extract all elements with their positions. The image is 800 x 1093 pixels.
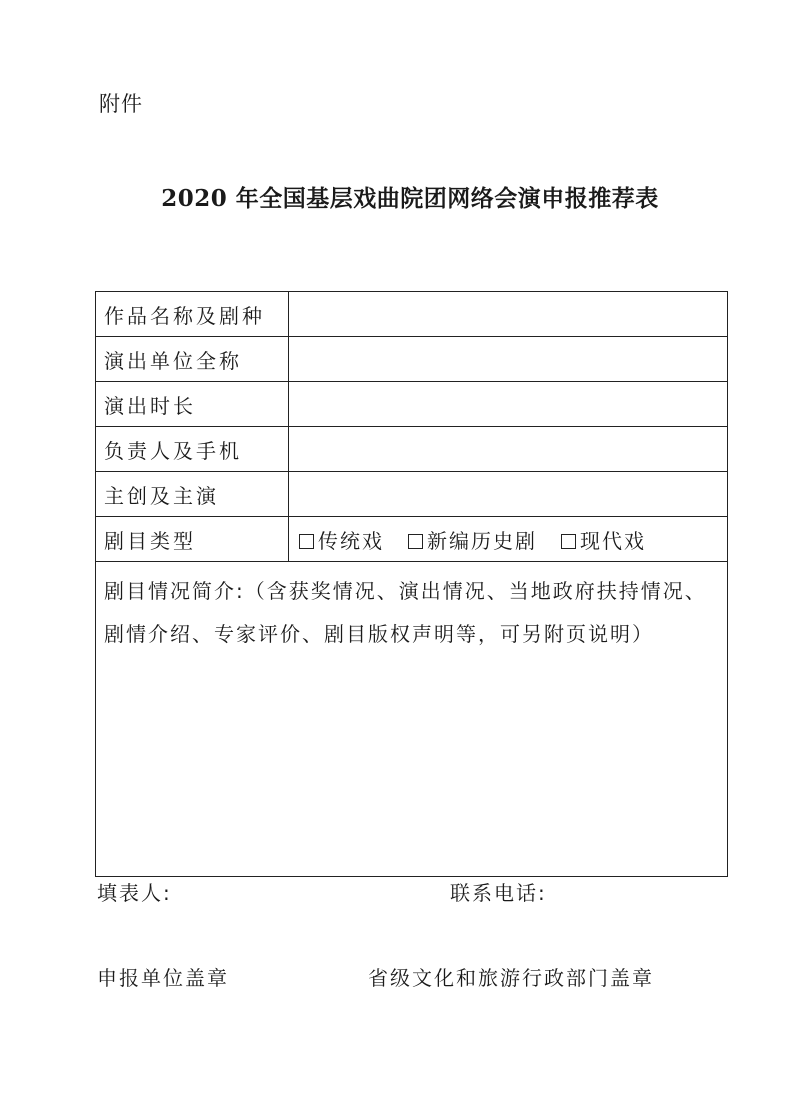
work-name-field[interactable] <box>289 292 728 337</box>
form-row-work-name <box>96 292 728 337</box>
performing-unit-field[interactable] <box>289 337 728 382</box>
form-row-creators <box>96 472 728 517</box>
filler-label: 填表人: <box>97 881 172 905</box>
performing-unit-label: 演出单位全称 <box>96 337 289 382</box>
checkbox-traditional[interactable] <box>299 534 314 549</box>
contact-person-label: 负责人及手机 <box>96 427 289 472</box>
creators-field[interactable] <box>289 472 728 517</box>
option-new-historical-label: 新编历史剧 <box>427 528 537 553</box>
play-type-options <box>289 517 728 562</box>
option-traditional[interactable] <box>299 525 384 554</box>
option-modern-label: 现代戏 <box>580 528 646 553</box>
play-type-label: 剧目类型 <box>96 517 289 562</box>
checkbox-new-historical[interactable] <box>408 534 423 549</box>
form-row-contact-person <box>96 427 728 472</box>
form-row-play-type <box>96 517 728 562</box>
work-name-label: 作品名称及剧种 <box>96 292 289 337</box>
contact-person-field[interactable] <box>289 427 728 472</box>
application-form-table <box>95 291 728 877</box>
page-title: 2020 年全国基层戏曲院团网络会演申报推荐表 <box>161 185 659 212</box>
form-row-duration <box>96 382 728 427</box>
description-field[interactable]: 剧目情况简介:（含获奖情况、演出情况、当地政府扶持情况、剧情介绍、专家评价、剧目版权声明等，可另附页说明） <box>96 562 728 877</box>
form-row-description <box>96 562 728 877</box>
checkbox-modern[interactable] <box>561 534 576 549</box>
option-traditional-label: 传统戏 <box>318 528 384 553</box>
provincial-seal-label: 省级文化和旅游行政部门盖章 <box>368 966 654 990</box>
applicant-seal-label: 申报单位盖章 <box>97 966 229 990</box>
attachment-label: 附件 <box>99 92 143 116</box>
duration-field[interactable] <box>289 382 728 427</box>
form-row-performing-unit <box>96 337 728 382</box>
contact-phone-label: 联系电话: <box>450 881 547 905</box>
option-modern[interactable] <box>561 525 646 554</box>
option-new-historical[interactable] <box>408 525 537 554</box>
duration-label: 演出时长 <box>96 382 289 427</box>
creators-label: 主创及主演 <box>96 472 289 517</box>
